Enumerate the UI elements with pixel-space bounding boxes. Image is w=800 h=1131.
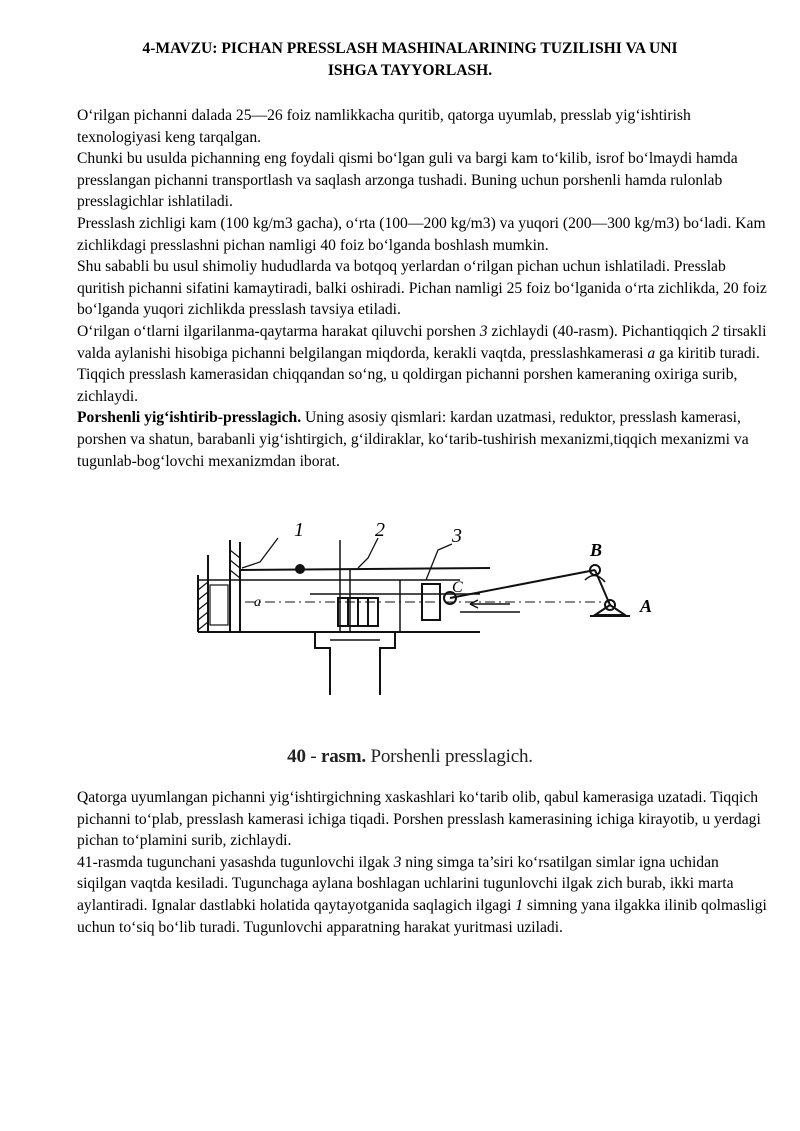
paragraph: Shu sababli bu usul shimoliy hududlarda va botqoq yerlardan o‘rilgan pichan uchun ishlatiladi. Presslab quritish pichanni sifatini kamaytiradi, balki oshiradi. Pichan namligi 25 foiz bo‘lganida o‘rta zichlikda, 20 foiz bo‘lganda yuqori zichlikda presslash tavsiya etiladi. — [77, 258, 767, 319]
press-mechanism-drawing — [190, 520, 670, 710]
text-run: ga kiritib turadi. Tiqqich presslash kamerasidan chiqqandan so‘ng, u qoldirgan pichanni porshen kameraning oxiriga surib, zichlaydi. — [77, 344, 760, 405]
text-run: 41-rasmda tugunchani yasashda tugunlovchi ilgak — [77, 853, 394, 871]
paragraph — [77, 321, 767, 407]
page-title — [60, 38, 760, 81]
paragraph: Chunki bu usulda pichanning eng foydali qismi bo‘lgan guli va bargi kam to‘kilib, isrof bo‘lmaydi hamda presslangan pichanni transportlash va saqlash arzonga tushadi. Buning uchun porshenli hamda rulonlab presslagichlar ishlatiladi. — [77, 150, 738, 211]
paragraph — [77, 407, 767, 472]
caption-word: rasm. — [321, 746, 366, 767]
caption-number: 40 — [287, 746, 306, 767]
label-1: 1 — [294, 520, 304, 541]
italic-ref: a — [647, 344, 656, 362]
figure-40-diagram — [190, 520, 670, 710]
text-run: simning yana ilgakka ilinib qolmasligi uchun to‘siq bo‘lib turadi. Tugunlovchi apparatning harakat yuritmasi uziladi. — [77, 896, 767, 936]
italic-ref: 2 — [711, 322, 720, 340]
paragraph: Presslash zichligi kam (100 kg/m3 gacha), o‘rta (100—200 kg/m3) va yuqori (200—300 kg/m3) bo‘ladi. Kam zichlikdagi presslashni pichan namligi 40 foiz bo‘lganda boshlash mumkin. — [77, 214, 766, 254]
label-c: C — [452, 579, 463, 596]
shaft-node — [296, 565, 304, 573]
label-3: 3 — [452, 525, 462, 547]
text-run: Uning asosiy qismlari: kardan uzatmasi, reduktor, presslash kamerasi, porshen va shatun, barabanli yig‘ishtirgich, g‘ildiraklar, ko‘tarib-tushirish mexanizmi,tiqqich mexanizmi va tugunlab-bog‘lovchi mexanizmdan iborat. — [77, 409, 749, 470]
crank-arc — [585, 575, 605, 582]
title-line-2: ISHGA TAYYORLASH. — [327, 61, 493, 79]
text-run: ning simga ta’siri ko‘rsatilgan simlar igna uchidan siqilgan vaqtda kesiladi. Tugunchaga aylana boshlagan uchlarini tugunlovchi ilgak zich burab, ikki marta aylantiradi. Ignalar dastlabki holatida qaytayotganida saqlagich ilgagi — [77, 853, 734, 914]
label-b: B — [590, 540, 603, 560]
figure-caption — [0, 745, 800, 769]
paragraph: Qatorga uyumlangan pichanni yig‘ishtirgichning xaskashlari ko‘tarib olib, qabul kamerasiga uzatadi. Tiqqich pichanni to‘plab, presslash kamerasi ichiga tiqadi. Porshen presslash kamerasining ichiga kirayotib, u yerdagi pichan to‘plamini surib, zichlaydi. — [77, 789, 761, 850]
body-text-bottom — [77, 787, 767, 938]
leader-line-1 — [242, 538, 278, 568]
connecting-rod — [450, 570, 595, 598]
caption-text: Porshenli presslagich. — [370, 746, 533, 767]
label-2: 2 — [375, 520, 385, 541]
hatching — [198, 582, 208, 630]
bold-heading: Porshenli yig‘ishtirib-presslagich. — [77, 409, 302, 427]
text-run: tirsakli valda aylanishi hisobiga pichanni belgilangan miqdorda, kerakli vaqtda, presslashkamerasi — [77, 322, 767, 362]
paragraph — [77, 852, 767, 938]
text-run: zichlaydi (40-rasm). Pichantiqqich — [487, 322, 712, 340]
leader-line-2 — [358, 538, 378, 568]
label-a-point: A — [640, 596, 653, 616]
italic-ref: 3 — [479, 322, 488, 340]
body-text-top — [77, 105, 767, 472]
left-block — [210, 585, 228, 625]
label-chamber-a: a — [254, 595, 261, 610]
hatching — [230, 550, 240, 578]
caption-separator: - — [305, 746, 321, 767]
text-run: O‘rilgan o‘tlarni ilgarilanma-qaytarma harakat qiluvchi porshen — [77, 322, 480, 340]
italic-ref: 1 — [515, 896, 524, 914]
support-leg-left — [315, 632, 330, 695]
italic-ref: 3 — [393, 853, 402, 871]
leader-line-3 — [426, 544, 452, 580]
title-line-1: 4-MAVZU: PICHAN PRESSLASH MASHINALARINING TUZILISHI VA UNI — [142, 40, 678, 57]
top-rail — [240, 568, 490, 570]
support-leg-right — [380, 632, 395, 695]
paragraph: O‘rilgan pichanni dalada 25—26 foiz namlikkacha quritib, qatorga uyumlab, presslab yig‘ishtirish texnologiyasi keng tarqalgan. — [77, 107, 691, 146]
